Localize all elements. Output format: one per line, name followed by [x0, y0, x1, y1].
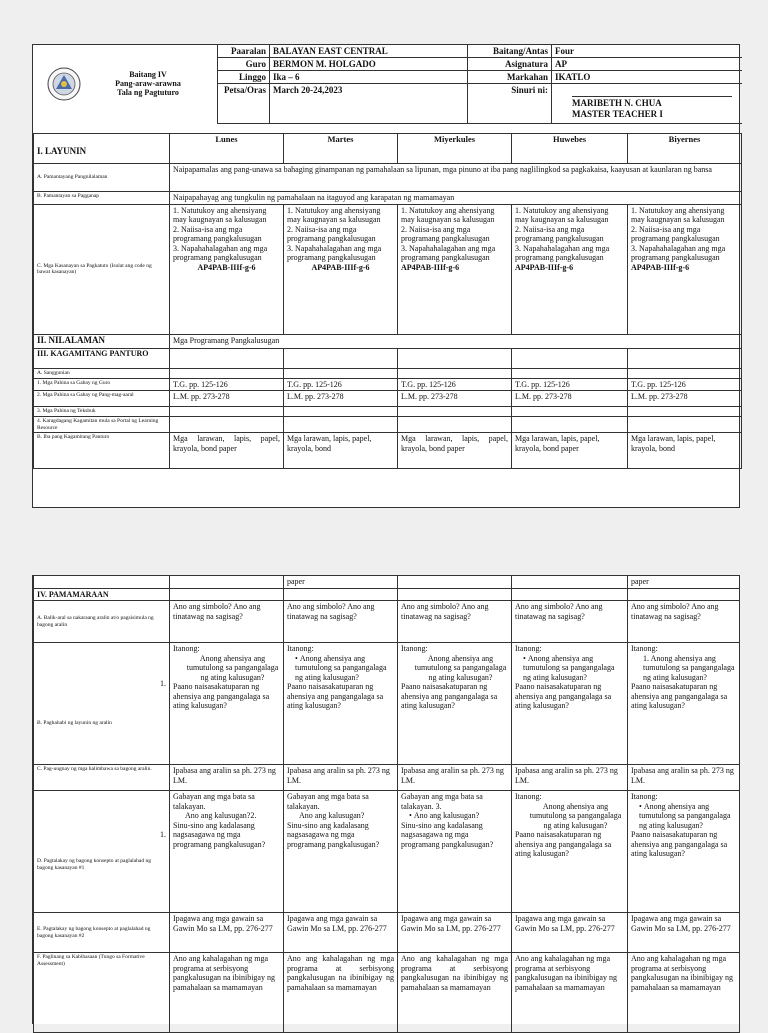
list-number: 1. — [643, 653, 649, 663]
kasanayan-martes — [284, 204, 398, 334]
sanggunian-label: A. Sanggunian — [34, 368, 170, 378]
gabay-mag-aaral-biyernes: L.M. pp. 273-278 — [628, 391, 742, 407]
kasanayan-item: 3. Napahahalagahan ang mga programang pangkalusugan — [401, 243, 496, 262]
pagtalakay-2-lunes: Ipagawa ang mga gawain sa Gawin Mo sa LM, pp. 276-277 — [170, 913, 284, 953]
paglinang-lunes: Ano ang kahalagahan ng mga programa at serbisyong pangkalusugan na ibinibigay ng pamahalaan sa mamamayan — [170, 953, 284, 1033]
paghahabi-label-text: B. Paghahabi ng layunin ng aralin — [37, 719, 112, 726]
kasanayan-item: 1. Natutukoy ang ahensiyang may kaugnayan sa kalusugan — [173, 205, 267, 224]
question-text: Sinu-sino ang kadalasang nagsasagawa ng mga programang pangkalusugan? — [401, 820, 494, 849]
question-text: Paano naisasakatuparan ng ahensiya ang pangangalaga sa ating kalusugan? — [515, 682, 612, 710]
question-text: Paano naisasakatuparan ng ahensiya ang pangangalaga sa ating kalusugan? — [631, 682, 728, 710]
list-number: 1. — [160, 829, 166, 839]
pag-uugnay-martes: Ipabasa ang aralin sa ph. 273 ng LM. — [284, 765, 398, 791]
paglinang-huwebes: Ano ang kahalagahan ng mga programa at serbisyong pangkalusugan na ibinibigay ng pamahalaan sa mamamayan — [512, 953, 628, 1033]
question-text: Anong ahensiya ang tumutulong sa pangangalaga ng ating kalusugan? — [523, 653, 615, 682]
pagtalakay-1-martes — [284, 791, 398, 913]
kasanayan-biyernes — [628, 204, 742, 334]
gabay-guro-miyerkules: T.G. pp. 125-126 — [398, 378, 512, 391]
kasanayan-item: 2. Naiisa-isa ang mga programang pangkalusugan — [287, 224, 376, 243]
question-text: Ano ang kalusugan? — [413, 811, 480, 820]
itanong-text: Itanong: — [401, 644, 428, 653]
day-header-lunes: Lunes — [170, 134, 284, 164]
asignatura-label: Asignatura — [468, 58, 552, 71]
list-number: 3. — [435, 801, 442, 811]
pagtalakay-1-biyernes — [628, 791, 740, 913]
balik-aral-lunes: Ano ang simbolo? Ano ang tinatawag na sagisag? — [170, 601, 284, 643]
markahan-label: Markahan — [468, 71, 552, 84]
kasanayan-code: AP4PAB-IIIf-g-6 — [401, 262, 460, 272]
kagamitan-lunes: Mga larawan, lapis, papel, krayola, bond paper — [170, 433, 284, 469]
bullet-question — [515, 654, 624, 683]
linggo-label: Linggo — [218, 71, 270, 84]
kasanayan-item: 2. Naiisa-isa ang mga programang pangkalusugan — [515, 224, 604, 243]
reviewer-name: MARIBETH N. CHUA — [572, 98, 662, 108]
log-title: Tala ng Pagtuturo — [117, 88, 179, 97]
lesson-plan-page-1 — [32, 44, 740, 508]
balik-aral-martes: Ano ang simbolo? Ano ang tinatawag na sagisag? — [284, 601, 398, 643]
kasanayan-item: 1. Natutukoy ang ahensiyang may kaugnayan sa kalusugan — [287, 205, 381, 224]
bullet-icon: • — [409, 811, 414, 820]
kagamitang-panturo-title: III. KAGAMITANG PANTURO — [34, 348, 170, 368]
kasanayan-item: 1. Natutukoy ang ahensiyang may kaugnayan sa kalusugan — [631, 205, 725, 224]
bullet-question — [287, 654, 394, 683]
kasanayan-miyerkules — [398, 204, 512, 334]
pag-uugnay-huwebes: Ipabasa ang aralin sa ph. 273 ng LM. — [512, 765, 628, 791]
teksbuk-label: 3. Mga Pahina ng Teksbuk — [34, 407, 170, 417]
kasanayan-item: 2. Naiisa-isa ang mga programang pangkalusugan — [631, 224, 720, 243]
paglinang-label: F. Paglinang sa Kabihasaan (Tungo sa Formative Assessment) — [34, 953, 170, 1033]
reviewer-title: MASTER TEACHER I — [572, 109, 663, 119]
kagamitan-huwebes: Mga larawan, lapis, papel, krayola, bond paper — [512, 433, 628, 469]
pagtalakay-1-label — [34, 791, 170, 913]
pag-uugnay-biyernes: Ipabasa ang aralin sa ph. 273 ng LM. — [628, 765, 740, 791]
question-text: Anong ahensiya ang tumutulong sa pangangalaga ng ating kalusugan? — [186, 653, 279, 682]
kasanayan-code: AP4PAB-IIIf-g-6 — [631, 262, 690, 272]
pag-uugnay-miyerkules: Ipabasa ang aralin sa ph. 273 ng LM. — [398, 765, 512, 791]
itanong-text: Itanong: — [515, 644, 542, 653]
question-text: Sinu-sino ang kadalasang nagsasagawa ng mga programang pangkalusugan? — [287, 820, 380, 849]
kasanayan-item: 2. Naiisa-isa ang mga programang pangkalusugan — [173, 224, 262, 243]
balik-aral-label: A. Balik-aral sa nakaraang aralin at/o pagsisimula ng bagong aralin — [34, 601, 170, 643]
paghahabi-lunes — [170, 643, 284, 765]
kasanayan-item: 3. Napahahalagahan ang mga programang pangkalusugan — [631, 243, 726, 262]
paglinang-miyerkules: Ano ang kahalagahan ng mga programa at serbisyong pangkalusugan na ibinibigay ng pamahalaan sa mamamayan — [398, 953, 512, 1033]
kasanayan-huwebes — [512, 204, 628, 334]
question-text: Ano ang kalusugan? — [185, 811, 251, 820]
gabay-guro-martes: T.G. pp. 125-126 — [284, 378, 398, 391]
guro-value: BERMON M. HOLGADO — [270, 58, 468, 71]
markahan-value: IKATLO — [552, 71, 742, 84]
gabay-guro-huwebes: T.G. pp. 125-126 — [512, 378, 628, 391]
bullet-icon: • — [295, 653, 300, 663]
itanong-text: Itanong: — [515, 792, 542, 801]
day-header-huwebes: Huwebes — [512, 134, 628, 164]
question-text: Anong ahensiya ang tumutulong sa pangangalaga ng ating kalusugan? — [643, 653, 735, 682]
question-text: Paano naisasakatuparan ng ahensiya ang pangangalaga sa ating kalusugan? — [173, 682, 270, 710]
question-text: Paano naisasakatuparan ng ahensiya ang pangangalaga sa ating kalusugan? — [515, 830, 612, 858]
list-number: 2. — [250, 811, 257, 820]
pagtalakay-1-huwebes — [512, 791, 628, 913]
pagtalakay-1-label-text: D. Pagtalakay ng bagong konsepto at paglalahad ng bagong kasanayan #1 — [37, 858, 151, 871]
gabay-guro-lunes: T.G. pp. 125-126 — [170, 378, 284, 391]
sinuri-value — [552, 84, 742, 124]
daily-title: Pang-araw-arawna — [115, 79, 181, 88]
gabay-mag-aaral-label: 2. Mga Pahina sa Gabay ng Pang-mag-aaral — [34, 391, 170, 407]
day-header-martes: Martes — [284, 134, 398, 164]
pag-uugnay-lunes: Ipabasa ang aralin sa ph. 273 ng LM. — [170, 765, 284, 791]
kasanayan-item: 1. Natutukoy ang ahensiyang may kaugnayan sa kalusugan — [401, 205, 495, 224]
bullet-icon: • — [639, 801, 644, 811]
balik-aral-miyerkules: Ano ang simbolo? Ano ang tinatawag na sagisag? — [398, 601, 512, 643]
numbered-question — [631, 654, 736, 683]
deped-seal-icon — [47, 67, 81, 101]
gabay-guro-label: 1. Mga Pahina sa Gabay ng Guro — [34, 378, 170, 391]
paghahabi-biyernes — [628, 643, 740, 765]
question-line — [173, 811, 280, 821]
lesson-table-page-2 — [33, 576, 740, 1033]
question-text: Anong ahensiya ang tumutulong sa pangangalaga ng ating kalusugan? — [295, 653, 387, 682]
pamantayang-pangnilalaman-text: Naipapamalas ang pang-unawa sa bahaging ginampanan ng pamahalaan sa lipunan, mga pinuno at iba pang naglilingkod sa pagkakaisa, kaayusan at kaunlaran ng bansa — [170, 164, 742, 192]
pamantayan-sa-pagganap-label: B. Pamantayan sa Pagganap — [34, 192, 170, 205]
pagtalakay-2-miyerkules: Ipagawa ang mga gawain sa Gawin Mo sa LM, pp. 276-277 — [398, 913, 512, 953]
kagamitan-biyernes: Mga larawan, lapis, papel, krayola, bond — [628, 433, 742, 469]
question-text: Paano naisasakatuparan ng ahensiya ang pangangalaga sa ating kalusugan? — [401, 682, 498, 710]
question-text: Anong ahensiya ang tumutulong sa pangangalaga ng ating kalusugan? — [414, 653, 507, 682]
pagtalakay-2-biyernes: Ipagawa ang mga gawain sa Gawin Mo sa LM, pp. 276-277 — [628, 913, 740, 953]
kasanayan-code: AP4PAB-IIIf-g-6 — [197, 262, 256, 272]
baitang-label: Baitang/Antas — [468, 45, 552, 58]
question-text: Anong ahensiya ang tumutulong sa pangangalaga ng ating kalusugan? — [529, 801, 622, 830]
kasanayan-item: 3. Napahahalagahan ang mga programang pangkalusugan — [173, 243, 268, 262]
paghahabi-miyerkules — [398, 643, 512, 765]
sinuri-label: Sinuri ni: — [468, 84, 552, 124]
kagamitan-miyerkules: Mga larawan, lapis, papel, krayola, bond paper — [398, 433, 512, 469]
list-number: 1. — [160, 679, 166, 688]
itanong-text: Itanong: — [173, 644, 200, 653]
pagtalakay-1-lunes — [170, 791, 284, 913]
header-info-table — [217, 45, 742, 124]
itanong-text: Itanong: — [287, 644, 314, 653]
gabay-mag-aaral-huwebes: L.M. pp. 273-278 — [512, 391, 628, 407]
paglinang-biyernes: Ano ang kahalagahan ng mga programa at serbisyong pangkalusugan na ibinibigay ng pamahalaan sa mamamayan — [628, 953, 740, 1033]
gabay-mag-aaral-martes: L.M. pp. 273-278 — [284, 391, 398, 407]
balik-aral-huwebes: Ano ang simbolo? Ano ang tinatawag na sagisag? — [512, 601, 628, 643]
guro-label: Guro — [218, 58, 270, 71]
gabay-mag-aaral-lunes: L.M. pp. 273-278 — [170, 391, 284, 407]
pamantayang-pangnilalaman-label: A. Pamantayang Pangnilalaman — [34, 164, 170, 192]
gabay-guro-biyernes: T.G. pp. 125-126 — [628, 378, 742, 391]
itanong-text: Itanong: — [631, 792, 658, 801]
lesson-plan-page-2 — [32, 575, 740, 1024]
kasanayan-item: 3. Napahahalagahan ang mga programang pangkalusugan — [287, 243, 382, 262]
paaralan-label: Paaralan — [218, 45, 270, 58]
question-text: Paano naisasakatuparan ng ahensiya ang pangangalaga sa ating kalusugan? — [631, 830, 728, 858]
intro-text: Gabayan ang mga bata sa talakayan. — [401, 792, 483, 811]
pamamaraan-title: IV. PAMAMARAAN — [34, 588, 170, 601]
layunin-title: I. LAYUNIN — [34, 134, 170, 164]
petsa-value: March 20-24,2023 — [270, 84, 468, 124]
pagtalakay-1-miyerkules — [398, 791, 512, 913]
baitang-value: Four — [552, 45, 742, 58]
day-header-biyernes: Biyernes — [628, 134, 742, 164]
grade-title: Baitang IV — [129, 70, 167, 79]
kasanayan-code: AP4PAB-IIIf-g-6 — [515, 262, 574, 272]
itanong-text: Itanong: — [631, 644, 658, 653]
learning-resource-label: 4. Karagdagang Kagamitan mula sa Portal ng Learning Resource — [34, 417, 170, 433]
pamantayan-sa-pagganap-text: Naipapahayag ang tungkulin ng pamahalaan na itaguyod ang karapatan ng mamamayan — [170, 192, 742, 205]
question-text: Paano naisasakatuparan ng ahensiya ang pangangalaga sa ating kalusugan? — [287, 682, 384, 710]
question-text: Sinu-sino ang kadalasang nagsasagawa ng mga programang pangkalusugan? — [173, 820, 266, 849]
paaralan-value: BALAYAN EAST CENTRAL — [270, 45, 468, 58]
kasanayan-lunes — [170, 204, 284, 334]
kasanayan-item: 3. Napahahalagahan ang mga programang pangkalusugan — [515, 243, 610, 262]
balik-aral-biyernes: Ano ang simbolo? Ano ang tinatawag na sagisag? — [628, 601, 740, 643]
pagtalakay-2-huwebes: Ipagawa ang mga gawain sa Gawin Mo sa LM, pp. 276-277 — [512, 913, 628, 953]
question-text: Ano ang kalusugan? — [299, 811, 365, 820]
kasanayan-code: AP4PAB-IIIf-g-6 — [311, 262, 370, 272]
paghahabi-martes — [284, 643, 398, 765]
bullet-question — [401, 811, 508, 821]
kasanayan-item: 1. Natutukoy ang ahensiyang may kaugnayan sa kalusugan — [515, 205, 609, 224]
asignatura-value: AP — [552, 58, 742, 71]
iba-pang-kagamitan-label: B. Iba pang Kagamitang Panturo — [34, 433, 170, 469]
gabay-mag-aaral-miyerkules: L.M. pp. 273-278 — [398, 391, 512, 407]
nilalaman-text: Mga Programang Pangkalusugan — [170, 334, 742, 348]
intro-text: Gabayan ang mga bata sa talakayan. — [173, 792, 255, 811]
pagtalakay-2-label: E. Pagtalakay ng bagong konsepto at paglalahad ng bagong kasanayan #2 — [34, 913, 170, 953]
intro-text: Gabayan ang mga bata sa talakayan. — [287, 792, 369, 811]
kasanayan-label: C. Mga Kasanayan sa Pagkatuto (Isulat ang code ng bawat kasanayan) — [34, 204, 170, 334]
petsa-label: Petsa/Oras — [218, 84, 270, 124]
paper-martes: paper — [284, 576, 398, 588]
bullet-question — [631, 802, 736, 831]
pag-uugnay-label: C. Pag-uugnay ng mga halimbawa sa bagong aralin. — [34, 765, 170, 791]
pagtalakay-2-martes: Ipagawa ang mga gawain sa Gawin Mo sa LM, pp. 276-277 — [284, 913, 398, 953]
kasanayan-item: 2. Naiisa-isa ang mga programang pangkalusugan — [401, 224, 490, 243]
kagamitan-martes: Mga larawan, lapis, papel, krayola, bond — [284, 433, 398, 469]
paper-biyernes: paper — [628, 576, 740, 588]
document-title — [103, 70, 193, 97]
linggo-value: Ika – 6 — [270, 71, 468, 84]
lesson-table-page-1 — [33, 133, 742, 469]
question-text: Anong ahensiya ang tumutulong sa pangangalaga ng ating kalusugan? — [639, 801, 731, 830]
bullet-icon: • — [523, 653, 528, 663]
nilalaman-title: II. NILALAMAN — [34, 334, 170, 348]
day-header-miyerkules: Miyerkules — [398, 134, 512, 164]
paghahabi-label — [34, 643, 170, 765]
paghahabi-huwebes — [512, 643, 628, 765]
intro-line — [401, 792, 508, 811]
paglinang-martes: Ano ang kahalagahan ng mga programa at serbisyong pangkalusugan na ibinibigay ng pamahalaan sa mamamayan — [284, 953, 398, 1033]
